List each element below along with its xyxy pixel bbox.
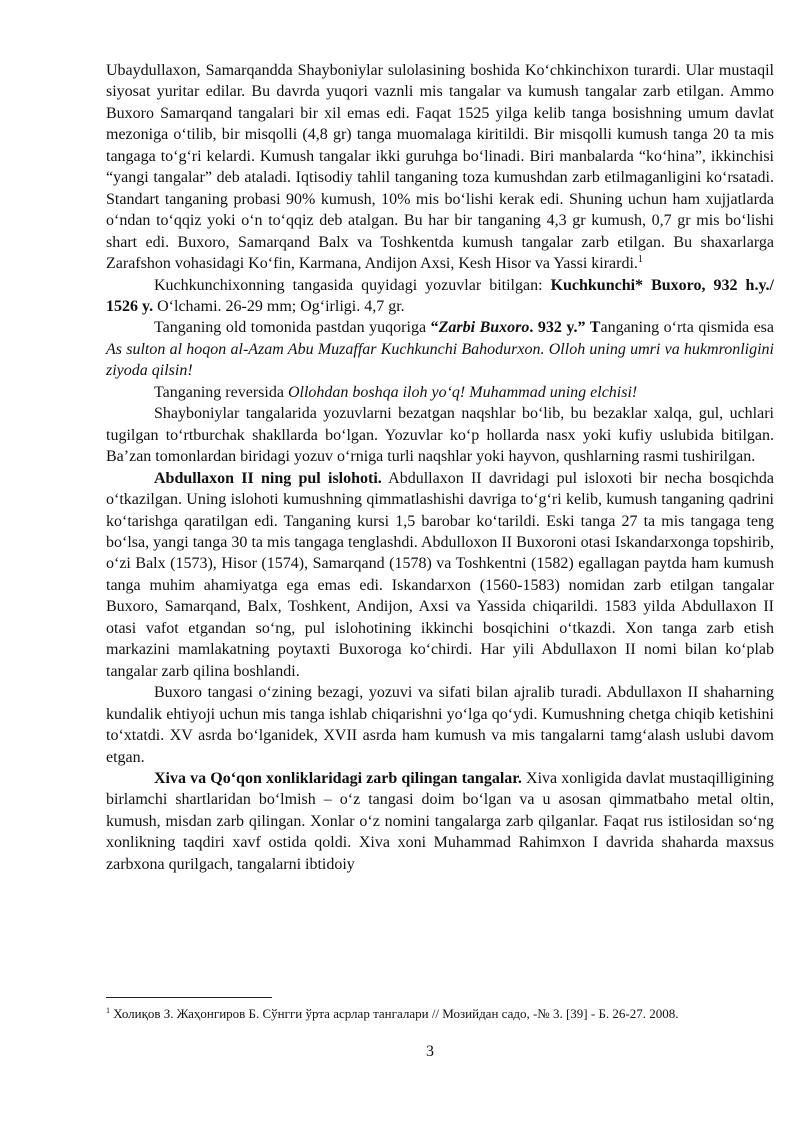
text-run: Kuchkunchixonning tangasida quyidagi yozuvlar bitilgan: [154,276,551,294]
paragraph [106,317,774,381]
text-run: Xiva xonligida davlat mustaqilligining birlamchi shartlaridan bo‘lmish – o‘z tangasi doim bo‘lgan va u asosan qimmatbaho metal oltin, kumush, misdan zarb qilingan. Xonlar o‘z nomini tangalarga zarb qilganlar. Faqat rus istilosidan so‘ng xonlikning taqdiri xavf ostida qoldi. Xiva xoni Muhammad Rahimxon I davrida shaharda maxsus zarbxona qurilgach, tangalarni ibtidoiy [106,769,775,873]
paragraph [106,468,774,683]
italic-text: Ollohdan boshqa iloh yo‘q! Muhammad uning elchisi! [287,383,638,401]
paragraph [106,60,774,275]
bold-text: Kuchkunchi* Buxoro, 932 h.y./ 1526 y. [106,276,775,315]
paragraph [106,768,774,875]
bold-text: “ [430,319,439,337]
paragraph [106,382,774,403]
text-run: Buxoro tangasi o‘zining bezagi, yozuvi va sifati bilan ajralib turadi. Abdullaxon II shaharning kundalik ehtiyoji uchun mis tanga ishlab chiqarishni yo‘lga qo‘ydi. Kumushning chetga chiqib ketishini to‘xtatdi. XV asrda bo‘lganidek, XVII asrda ham kumush va mis tangalarni tamg‘alash uslubi davom etgan. [106,684,774,766]
text-run: Ubaydullaxon, Samarqandda Shayboniylar sulolasining boshida Ko‘chkinchixon turardi. Ular mustaqil siyosat yuritar edilar. Bu davrda yuqori vaznli mis tangalar va kumush tangalar zarb etilgan. Ammo Buxoro Samarqand tangalari bir xil emas edi. Faqat 1525 yilga kelib tanga bosishning umum davlat mezoniga o‘tilib, bir misqolli (4,8 gr) tanga muomalaga kiritildi. Bir misqolli kumush tanga 20 ta mis tangaga to‘g‘ri kelardi. Kumush tangalar ikki guruhga bo‘linadi. Biri manbalarda “ko‘hina”, ikkinchisi “yangi tangalar” deb ataladi. Iqtisodiy tahlil tanganing toza kumushdan zarb etilmaganligini ko‘rsatadi. Standart tanganing probasi 90% kumush, 10% mis bo‘lishi kerak edi. Shuning uchun ham xujjatlarda o‘ndan to‘qqiz yoki o‘n to‘qqiz deb atalgan. Bu har bir tanganing 4,3 gr kumush, 0,7 gr mis bo‘lishi shart edi. Buxoro, Samarqand Balx va Toshkentda kumush tangalar zarb etilgan. Bu shaxarlarga Zarafshon vohasidagi Ko‘fin, Karmana, Andijon Axsi, Kesh Hisor va Yassi kirardi. [106,62,774,273]
body-text [106,60,774,875]
paragraph [106,275,774,318]
bold-italic-text: Zarbi Buxoro [438,319,530,337]
footnote-mark: 1 [106,1006,110,1015]
footnote-reference: 1 [637,254,643,266]
footnote-separator [106,997,272,998]
text-run: anganing o‘rta qismida esa [600,319,775,337]
paragraph [106,403,774,467]
text-run: Tanganing old tomonida pastdan yuqoriga [154,319,431,337]
text-run: Tanganing reversida [154,383,288,401]
text-run: Abdullaxon II davridagi pul isloxoti bir necha bosqichda o‘tkazilgan. Uning islohoti kumushning qimmatlashishi davriga to‘g‘ri kelib, kumush tanganing qadrini ko‘tarishga qaratilgan edi. Tanganing kursi 1,5 barobar ko‘tarildi. Eski tanga 27 ta mis tangaga teng bo‘lsa, yangi tanga 30 ta mis tangaga tenglashdi. Abdulloxon II Buxoroni otasi Iskandarxonga topshirib, o‘zi Balx (1573), Hisor (1574), Samarqand (1578) va Toshkentni (1582) egallagan paytda ham kumush tanga muhim ahamiyatga ega emas edi. Iskandarxon (1560-1583) nomidan zarb etilgan tangalar Buxoro, Samarqand, Balx, Toshkent, Andijon, Axsi va Yassida chiqarildi. 1583 yilda Abdullaxon II otasi vafot etgandan so‘ng, pul islohotining ikkinchi bosqichini o‘tkazdi. Xon tanga zarb etish markazini mamlakatning poytaxti Buxoroga ko‘chirdi. Har yili Abdullaxon II nomi bilan ko‘plab tangalar zarb qilina boshlandi. [106,469,774,680]
bold-text: Abdullaxon II ning pul islohoti. [154,469,382,487]
page-number: 3 [426,1043,434,1060]
bold-text: . 932 y.” T [529,319,601,337]
italic-text: As sulton al hoqon al-Azam Abu Muzaffar Kuchkunchi Bahodurxon. Olloh uning umri va hukmronligini ziyoda qilsin! [106,340,774,380]
footnote-text: Холиқов З. Жаҳонгиров Б. Сўнгги ўрта асрлар тангалари // Мозийдан садо, -№ 3. [39] - Б. 26-27. 2008. [110,1006,679,1021]
bold-text: Xiva va Qo‘qon xonliklaridagi zarb qilingan tangalar. [154,769,522,787]
text-run: Shayboniylar tangalarida yozuvlarni bezatgan naqshlar bo‘lib, bu bezaklar xalqa, gul, uchlari tugilgan to‘rtburchak shakllarda bo‘lgan. Yozuvlar ko‘p hollarda nasx yoki kufiy uslubida bitilgan. Ba’zan tomonlardan biridagi yozuv o‘rniga turli naqshlar yoki hayvon, qushlarning rasmi tushirilgan. [106,405,774,466]
paragraph [106,682,774,768]
text-run: O‘lchami. 26-29 mm; Og‘irligi. 4,7 gr. [153,297,405,315]
footnote [106,1004,774,1023]
